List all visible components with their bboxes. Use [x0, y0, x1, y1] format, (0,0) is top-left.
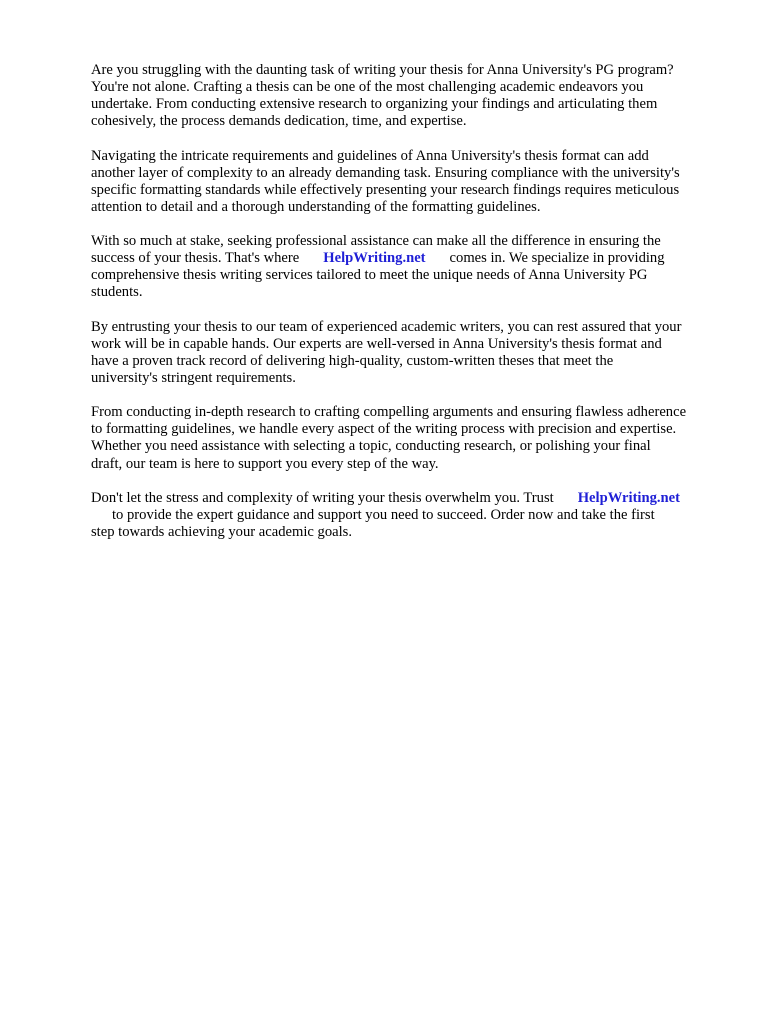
helpwriting-link[interactable]: HelpWriting.net — [577, 489, 680, 506]
text-fragment: comes in. We specialize in providing — [449, 250, 665, 267]
text-line — [91, 250, 731, 267]
text-line: step towards achieving your academic goals. — [91, 524, 352, 540]
text-line: to provide the expert guidance and support you need to succeed. Order now and take the first — [112, 506, 655, 523]
text-line: Navigating the intricate requirements and guidelines of Anna University's thesis format can add — [91, 147, 649, 164]
text-fragment: Don't let the stress and complexity of writing your thesis overwhelm you. Trust — [91, 489, 554, 506]
helpwriting-link[interactable]: HelpWriting.net — [323, 250, 426, 267]
paragraph-experts — [91, 319, 731, 387]
text-line: Are you struggling with the daunting task of writing your thesis for Anna University's PG program? — [91, 62, 674, 78]
text-line: work will be in capable hands. Our experts are well-versed in Anna University's thesis format and — [91, 335, 662, 352]
paragraph-process — [91, 404, 731, 472]
text-line: students. — [91, 284, 143, 301]
paragraph-intro — [91, 62, 731, 130]
text-line: With so much at stake, seeking professional assistance can make all the difference in ensuring the — [91, 233, 661, 250]
text-line: draft, our team is here to support you every step of the way. — [91, 455, 439, 472]
text-line: attention to detail and a thorough understanding of the formatting guidelines. — [91, 198, 541, 215]
text-line: to formatting guidelines, we handle every aspect of the writing process with precision and expertise. — [91, 421, 677, 438]
text-line: cohesively, the process demands dedication, time, and expertise. — [91, 113, 467, 130]
text-line — [91, 490, 731, 507]
document-body — [91, 62, 731, 558]
paragraph-assistance — [91, 233, 731, 301]
text-line: specific formatting standards while effectively presenting your research findings requires meticulous — [91, 181, 680, 198]
text-fragment: success of your thesis. That's where — [91, 250, 300, 267]
text-line: university's stringent requirements. — [91, 369, 296, 386]
text-line: comprehensive thesis writing services tailored to meet the unique needs of Anna University PG — [91, 267, 648, 284]
paragraph-closing — [91, 490, 731, 541]
paragraph-format — [91, 148, 731, 216]
text-line: undertake. From conducting extensive research to organizing your findings and articulating them — [91, 96, 658, 113]
text-line: From conducting in-depth research to crafting compelling arguments and ensuring flawless adherence — [91, 404, 687, 421]
text-line: You're not alone. Crafting a thesis can be one of the most challenging academic endeavors you — [91, 79, 644, 96]
text-line: another layer of complexity to an already demanding task. Ensuring compliance with the university's — [91, 164, 680, 181]
text-line: By entrusting your thesis to our team of experienced academic writers, you can rest assured that your — [91, 318, 682, 335]
text-line: Whether you need assistance with selecting a topic, conducting research, or polishing your final — [91, 438, 651, 455]
text-line: have a proven track record of delivering high-quality, custom-written theses that meet the — [91, 352, 614, 369]
